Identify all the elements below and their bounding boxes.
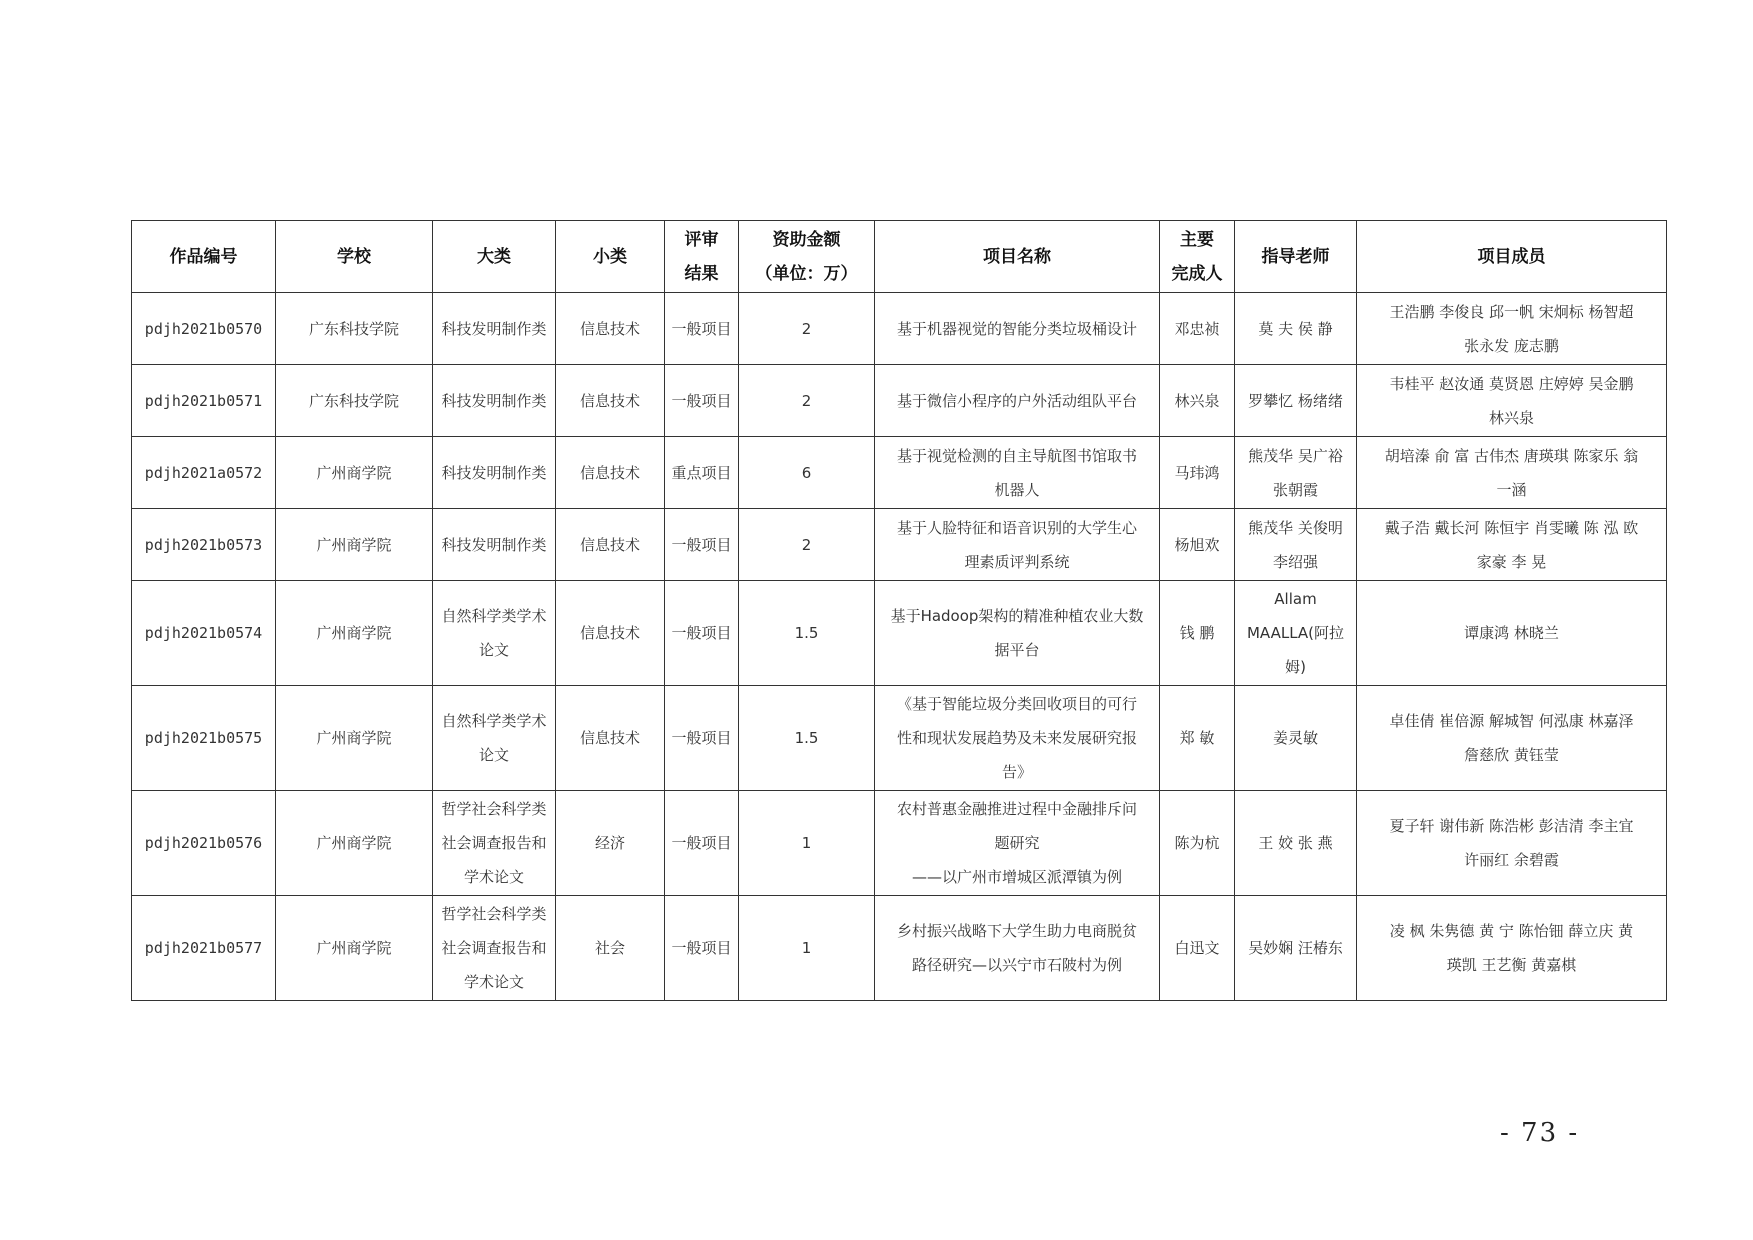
cell-advisor [1235,293,1357,365]
cell-line: 科技发明制作类 [441,535,547,554]
cell-subcategory: 信息技术 [556,293,665,365]
table-row [132,509,1667,581]
header-advisor: 指导老师 [1235,221,1357,293]
cell-line: MAALLA(阿拉 [1246,624,1345,642]
header-school: 学校 [276,221,433,293]
cell-project [875,365,1160,437]
cell-category [433,365,556,437]
cell-line: 詹慈欣 黄钰莹 [1464,746,1559,764]
cell-funding: 6 [739,437,875,509]
cell-line: 林兴泉 [1488,408,1534,427]
cell-category [433,509,556,581]
header-leader: 主要 完成人 [1160,221,1235,293]
cell-review: 一般项目 [665,509,739,581]
cell-line: 社会调查报告和 [441,834,547,852]
cell-subcategory: 信息技术 [556,365,665,437]
header-category: 大类 [433,221,556,293]
cell-leader: 白迅文 [1160,896,1235,1001]
cell-line: 自然科学类学术 [441,607,547,625]
cell-line: 王浩鹏 李俊良 邱一帆 宋炯标 杨智超 [1389,302,1634,321]
cell-line: 熊茂华 吴广裕 [1248,446,1343,465]
cell-funding: 1.5 [739,686,875,791]
cell-line: 许丽红 余碧霞 [1464,851,1559,869]
header-members: 项目成员 [1357,221,1667,293]
cell-project [875,293,1160,365]
cell-line: 社会调查报告和 [441,939,547,957]
page-number: - 73 - [1500,1118,1580,1148]
cell-advisor [1235,896,1357,1001]
cell-advisor [1235,437,1357,509]
cell-advisor [1235,581,1357,686]
cell-leader: 杨旭欢 [1160,509,1235,581]
cell-line: 姜灵敏 [1272,729,1318,747]
cell-category [433,686,556,791]
cell-line: ——以广州市增城区派潭镇为例 [911,868,1122,886]
cell-line: 论文 [478,641,509,659]
table-row [132,293,1667,365]
header-funding: 资助金额 （单位：万） [739,221,875,293]
cell-line: 基于Hadoop架构的精准种植农业大数 [890,607,1144,625]
cell-line: 《基于智能垃圾分类回收项目的可行 [896,695,1137,713]
cell-code: pdjh2021b0573 [132,509,276,581]
cell-line: 哲学社会科学类 [441,905,547,923]
cell-school: 广州商学院 [276,581,433,686]
cell-category [433,437,556,509]
cell-code: pdjh2021b0570 [132,293,276,365]
cell-funding: 2 [739,293,875,365]
cell-members [1357,365,1667,437]
cell-line: 张永发 庞志鹏 [1464,336,1559,355]
cell-subcategory: 信息技术 [556,509,665,581]
cell-project [875,437,1160,509]
cell-school: 广州商学院 [276,686,433,791]
cell-line: 科技发明制作类 [441,391,547,410]
cell-line: 凌 枫 朱隽德 黄 宁 陈怡钿 薛立庆 黄 [1389,922,1634,940]
cell-category [433,896,556,1001]
cell-code: pdjh2021b0571 [132,365,276,437]
cell-line: 学术论文 [463,973,524,991]
cell-members [1357,509,1667,581]
cell-line: 性和现状发展趋势及未来发展研究报 [896,729,1137,747]
table-row [132,791,1667,896]
cell-advisor [1235,791,1357,896]
cell-subcategory: 信息技术 [556,437,665,509]
cell-funding: 2 [739,365,875,437]
cell-review: 一般项目 [665,791,739,896]
cell-line: 姆) [1285,658,1306,676]
cell-leader: 陈为杭 [1160,791,1235,896]
cell-line: 王 姣 张 燕 [1258,834,1333,852]
cell-school: 广州商学院 [276,791,433,896]
cell-line: 乡村振兴战略下大学生助力电商脱贫 [896,922,1137,940]
cell-leader: 钱 鹏 [1160,581,1235,686]
cell-advisor [1235,365,1357,437]
cell-line: 机器人 [994,480,1040,499]
cell-project [875,509,1160,581]
cell-school: 广州商学院 [276,509,433,581]
cell-members [1357,437,1667,509]
cell-line: 谭康鸿 林晓兰 [1464,624,1559,642]
table-body [132,293,1667,1001]
cell-subcategory: 信息技术 [556,581,665,686]
cell-line: 基于机器视觉的智能分类垃圾桶设计 [896,319,1137,338]
cell-code: pdjh2021a0572 [132,437,276,509]
cell-leader: 邓忠祯 [1160,293,1235,365]
cell-school: 广东科技学院 [276,365,433,437]
header-project: 项目名称 [875,221,1160,293]
cell-subcategory: 信息技术 [556,686,665,791]
table-row [132,581,1667,686]
cell-review: 重点项目 [665,437,739,509]
header-review: 评审 结果 [665,221,739,293]
table-row [132,686,1667,791]
projects-table [131,220,1667,1001]
cell-line: 科技发明制作类 [441,463,547,482]
cell-line: 一涵 [1496,480,1527,499]
cell-advisor [1235,509,1357,581]
cell-line: 胡培溱 俞 富 古伟杰 唐瑛琪 陈家乐 翁 [1384,446,1639,465]
cell-members [1357,686,1667,791]
cell-line: 戴子浩 戴长河 陈恒宇 肖雯曦 陈 泓 欧 [1384,518,1639,537]
cell-subcategory: 社会 [556,896,665,1001]
cell-line: 李绍强 [1272,552,1318,571]
table-row [132,437,1667,509]
cell-school: 广州商学院 [276,896,433,1001]
cell-line: 学术论文 [463,868,524,886]
cell-leader: 林兴泉 [1160,365,1235,437]
cell-project [875,686,1160,791]
table-row [132,896,1667,1001]
cell-funding: 1.5 [739,581,875,686]
cell-line: 基于人脸特征和语音识别的大学生心 [896,518,1137,537]
cell-line: 张朝霞 [1272,480,1318,499]
cell-subcategory: 经济 [556,791,665,896]
cell-line: 题研究 [994,834,1040,852]
cell-line: 莫 夫 侯 静 [1258,319,1333,338]
cell-line: 理素质评判系统 [964,552,1070,571]
cell-line: 据平台 [994,641,1040,659]
cell-category [433,293,556,365]
cell-category [433,791,556,896]
cell-line: Allam [1274,590,1317,608]
header-code: 作品编号 [132,221,276,293]
cell-members [1357,896,1667,1001]
cell-project [875,791,1160,896]
cell-code: pdjh2021b0577 [132,896,276,1001]
cell-line: 自然科学类学术 [441,712,547,730]
cell-line: 科技发明制作类 [441,319,547,338]
cell-review: 一般项目 [665,293,739,365]
cell-project [875,896,1160,1001]
cell-funding: 1 [739,791,875,896]
cell-code: pdjh2021b0575 [132,686,276,791]
cell-line: 基于视觉检测的自主导航图书馆取书 [896,446,1137,465]
cell-line: 瑛凯 王艺衡 黄嘉棋 [1446,956,1577,974]
cell-funding: 1 [739,896,875,1001]
cell-category [433,581,556,686]
cell-advisor [1235,686,1357,791]
cell-review: 一般项目 [665,581,739,686]
cell-school: 广东科技学院 [276,293,433,365]
cell-leader: 马玮鸿 [1160,437,1235,509]
cell-line: 农村普惠金融推进过程中金融排斥问 [896,800,1137,818]
cell-code: pdjh2021b0574 [132,581,276,686]
cell-line: 基于微信小程序的户外活动组队平台 [896,391,1137,410]
cell-members [1357,581,1667,686]
cell-line: 韦桂平 赵汝通 莫贤恩 庄婷婷 吴金鹏 [1389,374,1634,393]
cell-line: 告》 [1001,763,1032,781]
cell-line: 哲学社会科学类 [441,800,547,818]
cell-line: 夏子轩 谢伟新 陈浩彬 彭洁清 李主宜 [1389,817,1634,835]
cell-line: 熊茂华 关俊明 [1248,518,1343,537]
cell-code: pdjh2021b0576 [132,791,276,896]
cell-members [1357,293,1667,365]
header-subcategory: 小类 [556,221,665,293]
cell-project [875,581,1160,686]
table-row [132,365,1667,437]
cell-school: 广州商学院 [276,437,433,509]
table-header-row [132,221,1667,293]
cell-line: 路径研究—以兴宁市石陂村为例 [911,956,1122,974]
cell-leader: 郑 敏 [1160,686,1235,791]
cell-line: 论文 [478,746,509,764]
cell-line: 家豪 李 晃 [1476,552,1547,571]
cell-review: 一般项目 [665,896,739,1001]
cell-review: 一般项目 [665,686,739,791]
cell-funding: 2 [739,509,875,581]
cell-members [1357,791,1667,896]
cell-line: 吴妙娴 汪椿东 [1248,939,1343,957]
cell-line: 卓佳倩 崔倍源 解城智 何泓康 林嘉泽 [1389,712,1634,730]
cell-review: 一般项目 [665,365,739,437]
cell-line: 罗攀忆 杨绪绪 [1248,391,1343,410]
